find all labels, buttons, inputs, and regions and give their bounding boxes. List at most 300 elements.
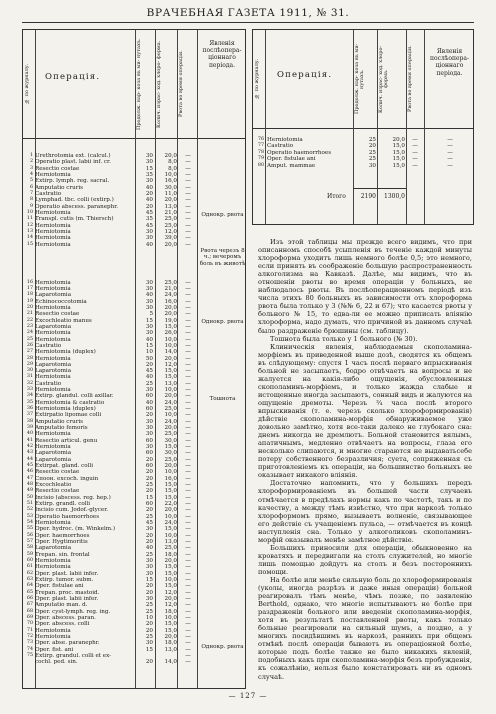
- row-vomit-mark: —: [185, 520, 191, 527]
- row-chloroform: 25,0: [164, 456, 177, 463]
- row-vomit-mark: —: [185, 216, 191, 223]
- row-chloroform: 12,0: [164, 361, 177, 368]
- operations-table-right: [252, 29, 474, 225]
- row-number: 43: [26, 450, 33, 456]
- row-number: 1: [29, 153, 33, 158]
- row-duration: 30: [145, 431, 153, 438]
- row-operation: Herniotomia: [35, 209, 71, 216]
- row-chloroform: 16,0: [164, 475, 177, 482]
- row-number: 60: [26, 558, 33, 563]
- row-chloroform: 18,0: [164, 608, 177, 615]
- row-vomit-mark: —: [185, 285, 191, 292]
- row-number: 20: [26, 304, 33, 310]
- row-chloroform: 20,0: [164, 197, 177, 204]
- row-h: 15,0: [392, 143, 405, 150]
- row-operation: Extirp. grandl. colli: [35, 501, 91, 508]
- row-chloroform: 25,0: [164, 222, 177, 229]
- right-header-operation: Операція.: [277, 70, 333, 80]
- row-operation: Extirp. glandul. colli axillar.: [35, 393, 114, 400]
- row-vomit-mark: —: [185, 608, 191, 615]
- row-number: 66: [26, 595, 33, 601]
- total-row: [267, 193, 475, 203]
- row-operation: Oper. plast. labii infer.: [35, 595, 99, 602]
- row-vomit-mark: —: [185, 425, 191, 432]
- row-operation: Oper. fistulae ani: [35, 583, 84, 590]
- row-number: 4: [29, 171, 33, 177]
- row-number: 5: [29, 178, 33, 184]
- row-number: 41: [26, 437, 33, 443]
- row-vomit-mark: —: [185, 304, 191, 311]
- row-chloroform: 15,0: [164, 368, 177, 375]
- row-number: 72: [26, 633, 33, 639]
- row-duration: 30: [145, 558, 153, 564]
- row-vomit-mark: —: [185, 330, 191, 337]
- row-operation: Oper. cyst-lymph. reg. ing.: [35, 608, 111, 615]
- row-chloroform: 10,0: [164, 387, 177, 394]
- row-operation: Resectio costae: [35, 311, 80, 318]
- row-duration: 60: [145, 437, 153, 444]
- row-number: 3: [29, 165, 33, 171]
- row-duration: 45: [145, 368, 153, 375]
- row-n: 78: [257, 149, 264, 155]
- row-chloroform: 22,0: [164, 501, 177, 508]
- row-chloroform: 24,0: [164, 418, 177, 425]
- row-chloroform: 20,0: [164, 355, 177, 362]
- row-number: 53: [26, 513, 33, 519]
- row-operation: cochl. ped. sin.: [35, 659, 78, 666]
- row-operation: Oper. abse. paranephr.: [35, 640, 100, 647]
- row-operation: Herniotomia: [35, 374, 71, 381]
- row-duration: 30: [145, 425, 153, 432]
- row-operation: Extirp. tumor. subm.: [35, 576, 94, 583]
- row-operation: Castratio: [35, 380, 62, 387]
- row-chloroform: 25,0: [164, 406, 177, 413]
- row-operation: Herniotomia: [35, 330, 71, 337]
- row-chloroform: 10,0: [164, 614, 177, 621]
- row-n: 80: [257, 162, 264, 168]
- row-number: 50: [26, 494, 33, 500]
- row-number: 11: [26, 216, 33, 222]
- row-chloroform: 15,0: [164, 627, 177, 634]
- row-vomit-mark: —: [185, 399, 191, 406]
- row-vomit-mark: —: [185, 203, 191, 210]
- header-chloroform: Колич. израс- ход. хлоро- форма.: [156, 40, 162, 128]
- row-number: 33: [26, 387, 33, 393]
- row-duration: 30: [145, 330, 153, 337]
- row-number: 2: [29, 159, 33, 165]
- row-number: 17: [26, 285, 33, 291]
- row-duration: 30: [145, 153, 153, 159]
- row-duration: 30: [145, 564, 153, 571]
- row-duration: 30: [145, 304, 153, 311]
- row-vomit-mark: —: [185, 171, 191, 178]
- article-paragraph: На болѣе или менѣе сильную боль до хлороформированія (уколы, иногда разрѣзъ и даже иныя операціи) больной реагировалъ тѣмъ менѣе, чѣмъ позже, по заявленію Berthold, однако, что многіе испытываютъ не болѣе при раздраженіи больного или введеніи скополамина-морфія, хотя въ результатѣ поставленной рвоты, какъ только больные реагировали на сильный шумъ, а поздно, а у многихъ посидѣвшимъ въ наркозѣ, раннихъ при общемъ отмѣнѣ послѣ операціи бываютъ въ операціонной болѣе, которые подъ болѣе также не было никакихъ явленій, подобныхъ какъ при скополамина-морфія безъ пробужденія, къ сожалѣнію, нельзя было констатировать ни въ одномъ случаѣ.: [258, 575, 472, 681]
- row-number: 26: [26, 342, 33, 348]
- row-chloroform: 24,0: [164, 399, 177, 406]
- row-number: 40: [26, 431, 33, 437]
- row-number: 44: [26, 456, 33, 462]
- row-chloroform: 10,0: [164, 469, 177, 476]
- row-operation: Castratio: [35, 342, 62, 349]
- row-operation: Herniotomia: [35, 304, 71, 311]
- row-vomit-mark: —: [185, 368, 191, 375]
- row-chloroform: 15,0: [164, 488, 177, 495]
- row-chloroform: 13,0: [164, 203, 177, 210]
- row-vomit-mark: —: [185, 545, 191, 552]
- row-duration: 40: [145, 545, 153, 552]
- row-operation: Laparotomia: [35, 456, 72, 463]
- row-operation: Incisio (abscess. reg. hep.): [35, 494, 111, 501]
- right-header-number: № по журналу.: [254, 58, 260, 100]
- row-duration: 25: [145, 551, 153, 558]
- row-number: 15: [26, 241, 33, 247]
- row-duration: 20: [145, 627, 153, 634]
- row-duration: 35: [145, 171, 153, 178]
- row-duration: 40: [145, 399, 153, 406]
- row-operation: Herniotomia: [35, 336, 71, 343]
- row-vomit-mark: —: [185, 197, 191, 204]
- row-chloroform: 20,0: [164, 241, 177, 248]
- row-operation: Extirpatio lipomae colli: [35, 412, 102, 419]
- row-operation: Herniotomia (duplex): [35, 349, 96, 356]
- row-vomit-mark: —: [185, 355, 191, 362]
- row-number: 52: [26, 507, 33, 513]
- row-vomit-mark: —: [185, 241, 191, 248]
- row-number: 73: [26, 640, 33, 646]
- row-number: 39: [26, 425, 33, 431]
- row-chloroform: 15,0: [164, 494, 177, 501]
- row-duration: 30: [145, 228, 153, 235]
- row-chloroform: 20,0: [164, 153, 177, 159]
- operations-table-left: [22, 29, 246, 689]
- row-operation: Resectio costae: [35, 165, 80, 172]
- row-chloroform: 15,0: [164, 444, 177, 451]
- row-chloroform: 11,0: [164, 190, 177, 197]
- row-vomit-mark: —: [185, 532, 191, 539]
- row-duration: 30: [145, 444, 153, 451]
- row-duration: 10: [145, 349, 153, 356]
- row-number: 31: [26, 374, 33, 380]
- row-number: 32: [26, 380, 33, 386]
- row-duration: 20: [145, 507, 153, 514]
- row-number: 36: [26, 406, 33, 412]
- row-duration: 40: [145, 336, 153, 343]
- row-vomit-mark: —: [185, 652, 191, 659]
- row-chloroform: 25,0: [164, 431, 177, 438]
- row-number: 16: [26, 279, 33, 285]
- total-label: Итого: [327, 193, 346, 200]
- row-number: 25: [26, 336, 33, 342]
- row-chloroform: 24,0: [164, 520, 177, 527]
- row-vomit-mark: —: [185, 633, 191, 640]
- row-operation: Herniotomia: [35, 444, 71, 451]
- row-operation: Laparotomia: [35, 545, 72, 552]
- row-chloroform: 21,0: [164, 209, 177, 216]
- row-operation: Laparotomia: [35, 361, 72, 368]
- row-chloroform: 18,0: [164, 640, 177, 647]
- row-vomit-mark: —: [185, 311, 191, 318]
- row-operation: Herniotomia: [35, 387, 71, 394]
- row-chloroform: 25,0: [164, 216, 177, 223]
- row-chloroform: 10,0: [164, 532, 177, 539]
- row-d: 20: [368, 143, 376, 150]
- row-operation: Amputatio femoris: [35, 425, 88, 432]
- row-number: 70: [26, 621, 33, 627]
- row-chloroform: 15,0: [164, 564, 177, 571]
- row-duration: 35: [145, 216, 153, 223]
- row-vomit-mark: —: [185, 437, 191, 444]
- row-chloroform: 8,0: [168, 165, 177, 172]
- row-vomit-mark: —: [185, 159, 191, 166]
- row-chloroform: 20,0: [164, 463, 177, 470]
- row-vomit-mark: —: [185, 463, 191, 470]
- row-n: 77: [257, 143, 264, 149]
- row-n: 76: [257, 137, 264, 142]
- row-chloroform: 10,0: [164, 336, 177, 343]
- row-chloroform: 13,0: [164, 380, 177, 387]
- row-chloroform: 19,0: [164, 317, 177, 324]
- row-duration: 30: [145, 279, 153, 286]
- row-number: 59: [26, 551, 33, 557]
- row-number: 8: [29, 197, 33, 203]
- row-op: Operatio haemorrhoes: [267, 149, 332, 156]
- total-chloroform: 1300,0: [384, 193, 405, 200]
- row-operation: Oper. plast. labii infer.: [35, 570, 99, 577]
- row-chloroform: 12,0: [164, 228, 177, 235]
- row-d: 25: [368, 149, 376, 156]
- row-vomit-mark: —: [185, 456, 191, 463]
- row-number: 54: [26, 520, 33, 526]
- row-operation: Herniotomia: [35, 520, 71, 527]
- row-duration: 45: [145, 222, 153, 229]
- row-vomit-mark: —: [185, 380, 191, 387]
- right-header-vomit: Рвота во время операціи.: [407, 45, 413, 113]
- row-duration: 15: [145, 494, 153, 501]
- row-duration: 60: [145, 501, 153, 508]
- row-operation: Oper. fist. ani: [35, 646, 74, 653]
- row-duration: 25: [145, 482, 153, 489]
- row-chloroform: 30,0: [164, 184, 177, 191]
- row-op: Oper. fistulae ani: [267, 156, 316, 163]
- row-duration: 50: [145, 355, 153, 362]
- row-chloroform: 20,0: [164, 507, 177, 514]
- row-vomit-mark: —: [185, 279, 191, 286]
- row-vomit-mark: —: [185, 602, 191, 609]
- row-vomit-mark: —: [185, 178, 191, 185]
- article-paragraph: Достаточно напомнить, что у большихъ передъ хлороформированіемъ въ большей части случаевъ отмѣчается в предѣлахъ нормы какъ по частотѣ, такъ и по качеству, а между тѣмъ извѣстно, что при наркозѣ только хлороформомъ прямо, вызываетъ волненіе, связывающее его действіе съ учащеніемъ пульса, — отмѣчается въ концѣ наступленія сна. Только у алкоголиковъ скополаминъ-морфій оказывалъ менѣе замѣтное дѣйствіе.: [258, 479, 472, 544]
- row-duration: 40: [145, 292, 153, 299]
- row-duration: 30: [145, 159, 153, 166]
- row-vomit-mark: —: [185, 317, 191, 324]
- page-header: ВРАЧЕБНАЯ ГАЗЕТА 1911, № 31.: [146, 7, 350, 19]
- row-mark: —: [412, 162, 418, 169]
- row-number: 56: [26, 532, 33, 538]
- row-chloroform: 14,0: [164, 349, 177, 356]
- row-mark: —: [412, 156, 418, 163]
- row-number: 71: [26, 627, 33, 633]
- row-chloroform: 14,0: [164, 659, 177, 666]
- row-vomit-mark: —: [185, 298, 191, 305]
- row-chloroform: 15,0: [164, 583, 177, 590]
- row-chloroform: 20,0: [164, 595, 177, 602]
- row-duration: 25: [145, 380, 153, 387]
- row-chloroform: 10,0: [164, 171, 177, 178]
- row-number: 46: [26, 469, 33, 475]
- row-operation: Castratio: [35, 190, 62, 197]
- row-duration: 40: [145, 184, 153, 191]
- article-text: [258, 238, 472, 684]
- row-vomit-mark: —: [185, 349, 191, 356]
- row-duration: 60: [145, 450, 153, 457]
- row-vomit-mark: —: [185, 292, 191, 299]
- row-h: 15,0: [392, 149, 405, 156]
- row-op: Castratio: [267, 143, 294, 150]
- annotation-nausea: Тошнота: [209, 396, 236, 402]
- article-paragraph: Большихъ приносили для операціи, обыкновенно на кроватяхъ и передвигали на столъ служителей, но многіе лишь помощью дойдутъ на столъ и безъ постороннихъ помощи.: [258, 543, 472, 576]
- row-number: 14: [26, 235, 33, 241]
- right-header-chloroform: Колич. израс- ход. хлоро- форма.: [378, 45, 390, 113]
- row-vomit-mark: —: [185, 235, 191, 242]
- row-chloroform: 20,0: [164, 311, 177, 318]
- row-number: 29: [26, 361, 33, 367]
- row-vomit-mark: —: [185, 640, 191, 647]
- row-duration: 45: [145, 209, 153, 216]
- header-after: Явленія послѣопера- ціоннаго періода.: [202, 40, 242, 69]
- row-duration: 20: [145, 659, 153, 666]
- row-chloroform: 15,0: [164, 526, 177, 533]
- row-vomit-mark: —: [185, 539, 191, 546]
- row-vomit-mark: —: [185, 627, 191, 634]
- annotation-vomit-once-3: Однокр. рвота: [201, 644, 244, 650]
- article-paragraph: Клиническія явленія, наблюдаемыя скополамина-морфіемъ въ приведенной выше дозѣ, сводятся къ общемъ въ слѣдующему: спустя 1 часъ послѣ перваго впрыскиванія больной не засыпаетъ, бодро отвѣчаетъ на вопросы и не жалуется на какія-либо ощущенія, обусловленныя скополаминъ-морфіемъ, и только жажда слабые и истощенные иногда засыпаютъ, сонный видъ и жалуются на ощущеніе дремоты. Черезъ ¾ часа послѣ второго впрыскиванія (т. е. черезъ сколько хлороформированія) дѣйствіе скополамина-морфія обнаруживаемое уже довольно замѣтно, хотя все-таки далеко не глубокаго сна: днемъ никогда не дремлютъ. Больной становится вялымъ, апатичнымъ, медленно отвѣчаетъ на вопросы, глаза его несколько слипаются, и многие стараются не выдаватьсебе потеру собственного безразличия; суета, сопряженная съ приготовленіемъ къ операціи, на большинство больныхъ не оказывает никакого вліянія.: [258, 342, 472, 480]
- row-operation: Trepan. sin. frontal: [35, 551, 90, 558]
- row-vomit-mark: —: [185, 595, 191, 602]
- row-operation: Transpl. cutis (m. Thiersch): [35, 216, 114, 223]
- row-vomit-mark: —: [185, 589, 191, 596]
- row-number: 57: [26, 539, 33, 545]
- table-row: [253, 163, 475, 169]
- row-d: 30: [368, 162, 376, 169]
- row-vomit-mark: —: [185, 209, 191, 216]
- row-chloroform: 13,0: [164, 539, 177, 546]
- row-duration: 25: [145, 513, 153, 520]
- row-duration: 20: [145, 361, 153, 368]
- row-operation: Herniotomia: [35, 279, 71, 286]
- row-vomit-mark: —: [185, 153, 191, 159]
- row-vomit-mark: —: [185, 494, 191, 501]
- row-vomit-mark: —: [185, 323, 191, 330]
- row-operation: Oper. abscess. colli: [35, 621, 90, 628]
- row-vomit-mark: —: [185, 431, 191, 438]
- row-operation: Laparotomia: [35, 368, 72, 375]
- row-operation: Extirp. grandul. colli et ex-: [35, 652, 112, 659]
- row-number: 34: [26, 393, 33, 399]
- row-duration: 15: [145, 165, 153, 172]
- row-chloroform: 18,0: [164, 551, 177, 558]
- row-operation: Amputatio man. d.: [35, 602, 88, 609]
- row-chloroform: 10,0: [164, 342, 177, 349]
- row-operation: Herniotomia: [35, 627, 71, 634]
- row-operation: Oper. hydroc. (m. Winkelm.): [35, 526, 116, 533]
- row-duration: 20: [145, 539, 153, 546]
- row-vomit-mark: —: [185, 387, 191, 394]
- row-mark: —: [447, 162, 453, 169]
- left-rows: [23, 153, 246, 666]
- row-mark: —: [447, 137, 453, 143]
- row-chloroform: 20,0: [164, 304, 177, 311]
- row-vomit-mark: —: [185, 393, 191, 400]
- row-vomit-mark: —: [185, 222, 191, 229]
- row-mark: —: [447, 149, 453, 156]
- right-rows: [253, 137, 475, 169]
- row-vomit-mark: —: [185, 558, 191, 564]
- row-vomit-mark: —: [185, 570, 191, 577]
- row-number: 30: [26, 368, 33, 374]
- row-operation: Resectio articul. genu: [35, 437, 98, 444]
- row-vomit-mark: —: [185, 165, 191, 172]
- row-vomit-mark: —: [185, 444, 191, 451]
- header-operation: Операція.: [45, 72, 101, 82]
- row-duration: 20: [145, 475, 153, 482]
- row-duration: 20: [145, 469, 153, 476]
- row-number: 9: [29, 203, 33, 209]
- row-operation: Operatio plast. labii inf. cr.: [35, 159, 111, 166]
- row-chloroform: 39,0: [164, 235, 177, 242]
- row-operation: Herniotomia: [35, 228, 71, 235]
- row-number: 23: [26, 323, 33, 329]
- row-chloroform: 12,0: [164, 602, 177, 609]
- article-paragraph: Изъ этой таблицы мы прежде всего видимъ, что при описанномъ способѣ усыпленія въ теченіе каждой минуты хлороформа уходитъ лишь немного болѣе 0,5; это немного, если принять въ соображеніе большую распространенность алкоголизма на Кавказѣ. Далѣе, мы видимъ, что въ отношеніи рвоты во время операціи у больныхъ, не наблюдалось рвоты. Въ послѣоперационномъ періодѣ изъ числа этихъ 80 больныхъ въ зависимости отъ хлороформа рвота была только у 3 (№№ 6, 22 и 67); что касается рвоты у больного № 15, то едва-ли ее можно приписать вліянію хлороформа, надо думать, что причиной въ данномъ случаѣ было раздраженіе брюшины (см. таблицу).: [258, 238, 472, 335]
- row-duration: 15: [145, 576, 153, 583]
- row-duration: 15: [145, 342, 153, 349]
- row-vomit-mark: —: [185, 551, 191, 558]
- row-duration: 20: [145, 488, 153, 495]
- row-operation: Herniotomia: [35, 355, 71, 362]
- row-vomit-mark: —: [185, 614, 191, 621]
- row-duration: 30: [145, 298, 153, 305]
- row-vomit-mark: —: [185, 646, 191, 653]
- row-number: 38: [26, 418, 33, 424]
- row-operation: Extirp. lymph. reg. sacral.: [35, 178, 110, 185]
- row-number: 62: [26, 570, 33, 576]
- row-chloroform: 26,0: [164, 330, 177, 337]
- row-number: 22: [26, 317, 33, 323]
- row-chloroform: 15,0: [164, 621, 177, 628]
- row-number: 28: [26, 355, 33, 361]
- row-number: 68: [26, 608, 33, 614]
- row-operation: Laparotomia: [35, 292, 72, 299]
- row-vomit-mark: —: [185, 583, 191, 590]
- row-operation: Operatio abscess. paranephr.: [35, 203, 119, 210]
- row-vomit-mark: —: [185, 475, 191, 482]
- header-rule: [22, 22, 474, 23]
- row-number: 48: [26, 482, 33, 488]
- row-d: 25: [368, 137, 376, 143]
- row-duration: 20: [145, 589, 153, 596]
- row-duration: 30: [145, 526, 153, 533]
- row-chloroform: 21,0: [164, 285, 177, 292]
- row-op: Herniotomia: [267, 137, 303, 143]
- row-duration: 60: [145, 393, 153, 400]
- row-operation: Extirpat. gland. colli: [35, 463, 93, 470]
- row-number: 75: [26, 652, 33, 658]
- row-vomit-mark: —: [185, 507, 191, 514]
- row-chloroform: 30,0: [164, 437, 177, 444]
- row-number: 67: [26, 602, 33, 608]
- row-duration: 30: [145, 235, 153, 242]
- row-number: 24: [26, 330, 33, 336]
- row-chloroform: 15,0: [164, 374, 177, 381]
